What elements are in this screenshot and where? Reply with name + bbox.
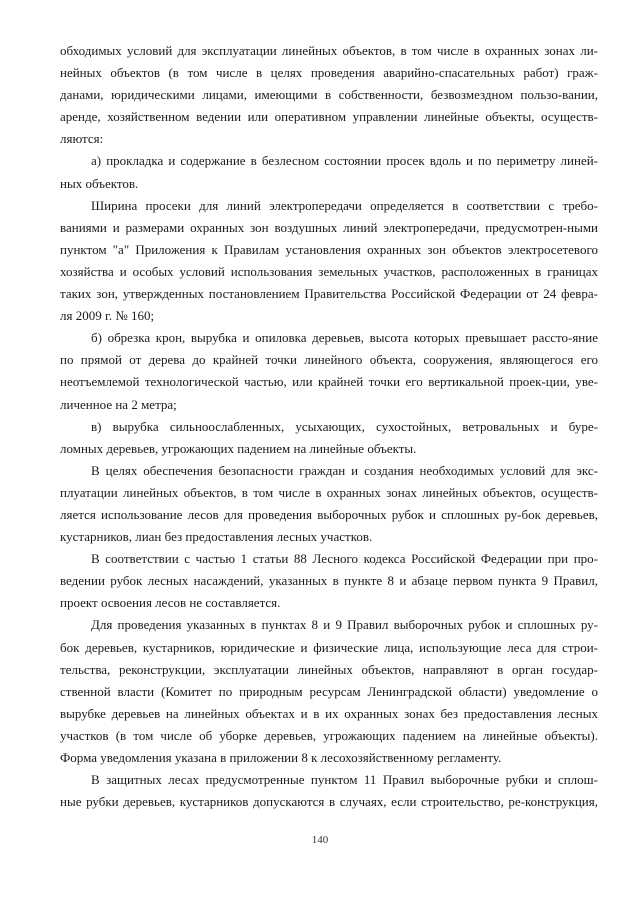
text-line: ственной власти (Комитет по природным ресурсам Ленинградской области) уведомление о	[60, 683, 598, 699]
paragraph	[60, 416, 598, 460]
text-line: кустарников, лиан без предоставления лесных участков.	[60, 529, 373, 545]
paragraph	[60, 614, 598, 769]
text-line: обходимых условий для эксплуатации линейных объектов, в том числе в охранных зонах ли-	[60, 43, 598, 58]
text-line: В соответствии с частью 1 статьи 88 Лесного кодекса Российской Федерации при про-	[91, 551, 598, 567]
text-line: ляются:	[60, 131, 104, 147]
text-line: б) обрезка крон, вырубка и опиловка деревьев, высота которых превышает рассто-яние	[91, 330, 598, 346]
text-line: аренде, хозяйственном ведении или оперативном управлении линейные объекты, осуществ-	[60, 109, 598, 125]
text-line: хозяйства и особых условий использования земельных участков, расположенных в границах	[60, 263, 598, 279]
text-line: ломных деревьев, угрожающих падением на линейные объекты.	[60, 440, 417, 456]
text-line: Для проведения указанных в пунктах 8 и 9 Правил выборочных рубок и сплошных ру-	[91, 617, 598, 633]
text-line: Ширина просеки для линий электропередачи определяется в соответствии с требо-	[91, 197, 598, 213]
text-line: по прямой от дерева до крайней точки линейного объекта, сооружения, являющегося его	[60, 352, 598, 368]
text-line: бок деревьев, кустарников, юридические и физические лица, использующие леса для строи-	[60, 639, 598, 655]
paragraph	[60, 769, 598, 813]
text-line: проект освоения лесов не составляется.	[60, 595, 281, 611]
text-line: Форма уведомления указана в приложении 8 к лесохозяйственному регламенту.	[60, 750, 502, 765]
paragraph	[60, 40, 598, 150]
text-line: В защитных лесах предусмотренные пунктом 11 Правил выборочные рубки и сплош-	[91, 772, 598, 788]
text-line: в) вырубка сильноослабленных, усыхающих, сухостойных, ветровальных и буре-	[91, 418, 598, 434]
text-line: ные рубки деревьев, кустарников допускаются в случаях, если строительство, ре-конструкция,	[60, 794, 598, 810]
text-line: личенное на 2 метра;	[60, 396, 177, 412]
paragraph	[60, 150, 598, 194]
text-line: а) прокладка и содержание в безлесном состоянии просек вдоль и по периметру линей-	[91, 153, 598, 169]
text-line: таких зон, утвержденных постановлением Правительства Российской Федерации от 24 февра-	[60, 286, 598, 302]
text-line: тельства, реконструкции, эксплуатации линейных объектов, направляют в орган государ-	[60, 661, 598, 677]
text-line: участков (в том числе об уборке деревьев, угрожающих падением на линейные объекты).	[60, 727, 598, 743]
text-line: пунктом "а" Приложения к Правилам установления охранных зон объектов электросетевого	[60, 241, 598, 257]
text-line: ляется использование лесов для проведения выборочных рубок и сплошных ру-бок деревьев,	[60, 506, 598, 522]
text-line: данами, юридическими лицами, имеющими в собственности, безвозмездном пользо-вании,	[60, 87, 598, 103]
text-line: вырубке деревьев на линейных объектах и в их охранных зонах без предоставления лесных	[60, 705, 598, 721]
paragraph	[60, 327, 598, 415]
text-line: В целях обеспечения безопасности граждан и создания необходимых условий для экс-	[91, 462, 598, 478]
text-line: ля 2009 г. № 160;	[60, 308, 155, 324]
text-line: нейных объектов (в том числе в целях проведения аварийно-спасательных работ) граж-	[60, 65, 598, 81]
paragraph	[60, 548, 598, 614]
paragraph	[60, 195, 598, 328]
text-line: плуатации линейных объектов, в том числе в охранных зонах линейных объектов, осуществ-	[60, 484, 598, 500]
page-number: 140	[311, 834, 329, 846]
text-line: ных объектов.	[60, 175, 139, 191]
text-line: ведении рубок лесных насаждений, указанных в пункте 8 и абзаце первом пункта 9 Правил,	[60, 573, 598, 589]
text-line: ваниями и размерами охранных зон воздушных линий электропередачи, предусмотрен-ными	[60, 219, 598, 235]
text-line: неотъемлемой технологической частью, или крайней точки его вертикальной проек-ции, уве-	[60, 374, 598, 390]
paragraph	[60, 460, 598, 548]
document-page	[60, 40, 598, 813]
